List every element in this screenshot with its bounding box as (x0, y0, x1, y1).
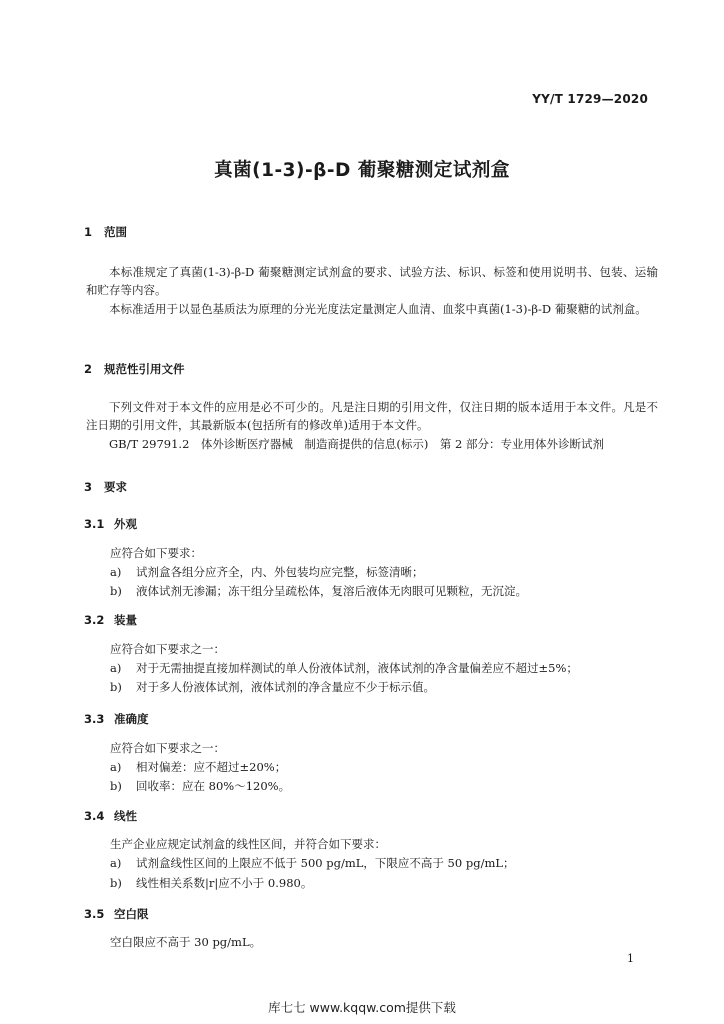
subsection-number: 3.3 (84, 712, 105, 726)
requirement-intro: 应符合如下要求之一： (110, 642, 225, 656)
list-item-label: b) (110, 876, 122, 890)
list-item (110, 679, 435, 695)
section-title: 范围 (104, 225, 127, 239)
section-number: 1 (84, 225, 93, 239)
section-number: 3 (84, 480, 93, 494)
paragraph: 下列文件对于本文件的应用是必不可少的。凡是注日期的引用文件，仅注日期的版本适用于本文件。凡是不注日期的引用文件，其最新版本(包括所有的修改单)适用于本文件。 (86, 400, 658, 432)
list-item (110, 855, 514, 871)
standard-number: YY/T 1729—2020 (532, 92, 648, 106)
requirement-text: 空白限应不高于 30 pg/mL。 (110, 935, 262, 949)
list-item (110, 583, 527, 599)
page-number: 1 (627, 952, 634, 965)
subsection-3-1-heading (84, 516, 137, 532)
list-item-label: b) (110, 584, 122, 598)
section-number: 2 (84, 362, 93, 376)
list-item-text: 相对偏差：应不超过±20%； (136, 760, 287, 774)
requirement-intro: 应符合如下要求之一： (110, 741, 225, 755)
reference-entry: GB/T 29791.2 体外诊断医疗器械 制造商提供的信息(标示) 第 2 部分：专业用体外诊断试剂 (109, 437, 604, 451)
list-item (110, 759, 286, 775)
subsection-title: 空白限 (114, 907, 149, 921)
list-item (110, 875, 312, 891)
paragraph: 本标准适用于以显色基质法为原理的分光光度法定量测定人血清、血浆中真菌(1-3)-β-D 葡聚糖的试剂盒。 (109, 302, 647, 316)
list-item-text: 试剂盒线性区间的上限应不低于 500 pg/mL，下限应不高于 50 pg/mL； (136, 856, 515, 870)
paragraph: 本标准规定了真菌(1-3)-β-D 葡聚糖测定试剂盒的要求、试验方法、标识、标签和使用说明书、包装、运输和贮存等内容。 (86, 265, 658, 297)
list-item-label: b) (110, 680, 122, 694)
section-title: 规范性引用文件 (104, 362, 185, 376)
list-item-text: 对于多人份液体试剂，液体试剂的净含量应不少于标示值。 (136, 680, 435, 694)
list-item-label: a) (110, 856, 122, 870)
subsection-3-3-heading (84, 711, 149, 727)
list-item-text: 液体试剂无渗漏；冻干组分呈疏松体，复溶后液体无肉眼可见颗粒，无沉淀。 (136, 584, 527, 598)
subsection-title: 外观 (114, 517, 137, 531)
list-item-label: a) (110, 760, 122, 774)
requirement-intro: 应符合如下要求： (110, 546, 202, 560)
list-item-text: 试剂盒各组分应齐全，内、外包装均应完整，标签清晰； (136, 565, 424, 579)
subsection-number: 3.1 (84, 517, 105, 531)
section-title: 要求 (104, 480, 127, 494)
subsection-title: 装量 (114, 613, 137, 627)
list-item (110, 660, 578, 676)
subsection-number: 3.4 (84, 809, 105, 823)
section-1-heading (84, 224, 127, 240)
subsection-number: 3.2 (84, 613, 105, 627)
list-item (110, 778, 290, 794)
subsection-3-2-heading (84, 612, 137, 628)
section-3-heading (84, 479, 127, 495)
section-2-heading (84, 361, 185, 377)
list-item-text: 对于无需抽提直接加样测试的单人份液体试剂，液体试剂的净含量偏差应不超过±5%； (136, 661, 578, 675)
list-item-text: 回收率：应在 80%～120%。 (136, 779, 291, 793)
subsection-3-5-heading (84, 906, 149, 922)
list-item (110, 564, 424, 580)
requirement-intro: 生产企业应规定试剂盒的线性区间，并符合如下要求： (110, 837, 386, 851)
download-footer: 库七七 www.kqqw.com提供下载 (268, 1000, 456, 1015)
subsection-3-4-heading (84, 808, 137, 824)
subsection-title: 线性 (114, 809, 137, 823)
subsection-title: 准确度 (114, 712, 149, 726)
subsection-number: 3.5 (84, 907, 105, 921)
list-item-label: a) (110, 661, 122, 675)
list-item-text: 线性相关系数|r|应不小于 0.980。 (136, 876, 313, 890)
list-item-label: b) (110, 779, 122, 793)
document-title: 真菌(1-3)-β-D 葡聚糖测定试剂盒 (214, 160, 510, 181)
list-item-label: a) (110, 565, 122, 579)
